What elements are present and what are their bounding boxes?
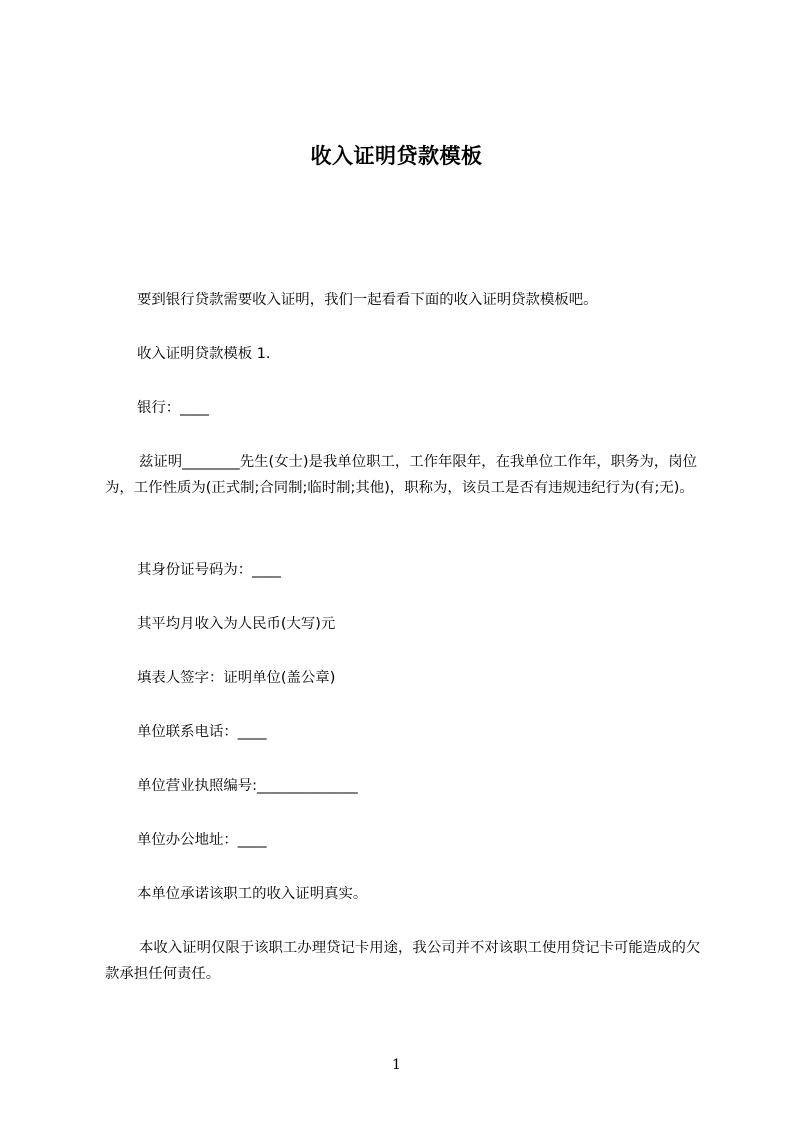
bank-field: 银行：____: [137, 400, 209, 416]
office-address-field: 单位办公地址：____: [137, 832, 267, 848]
page-number: 1: [392, 1057, 401, 1073]
usage-disclaimer: 本收入证明仅限于该职工办理贷记卡用途，我公司并不对该职工使用贷记卡可能造成的欠款承担任何责任。: [105, 940, 701, 982]
monthly-income-field: 其平均月收入为人民币(大写)元: [137, 616, 336, 632]
template-heading: 收入证明贷款模板 1.: [137, 346, 271, 362]
signature-field: 填表人签字：证明单位(盖公章): [137, 670, 336, 686]
intro-paragraph: 要到银行贷款需要收入证明，我们一起看看下面的收入证明贷款模板吧。: [137, 292, 598, 308]
contact-phone-field: 单位联系电话：____: [137, 724, 267, 740]
page-title: 收入证明贷款模板: [310, 144, 483, 168]
business-license-field: 单位营业执照编号:______________: [137, 778, 358, 794]
commitment-statement: 本单位承诺该职工的收入证明真实。: [137, 886, 368, 902]
id-number-field: 其身份证号码为：____: [137, 562, 281, 578]
certification-paragraph: 兹证明________先生(女士)是我单位职工，工作年限年，在我单位工作年，职务为，岗位为，工作性质为(正式制;合同制;临时制;其他)，职称为，该员工是否有违规违纪行为(有;无)。: [105, 454, 698, 496]
